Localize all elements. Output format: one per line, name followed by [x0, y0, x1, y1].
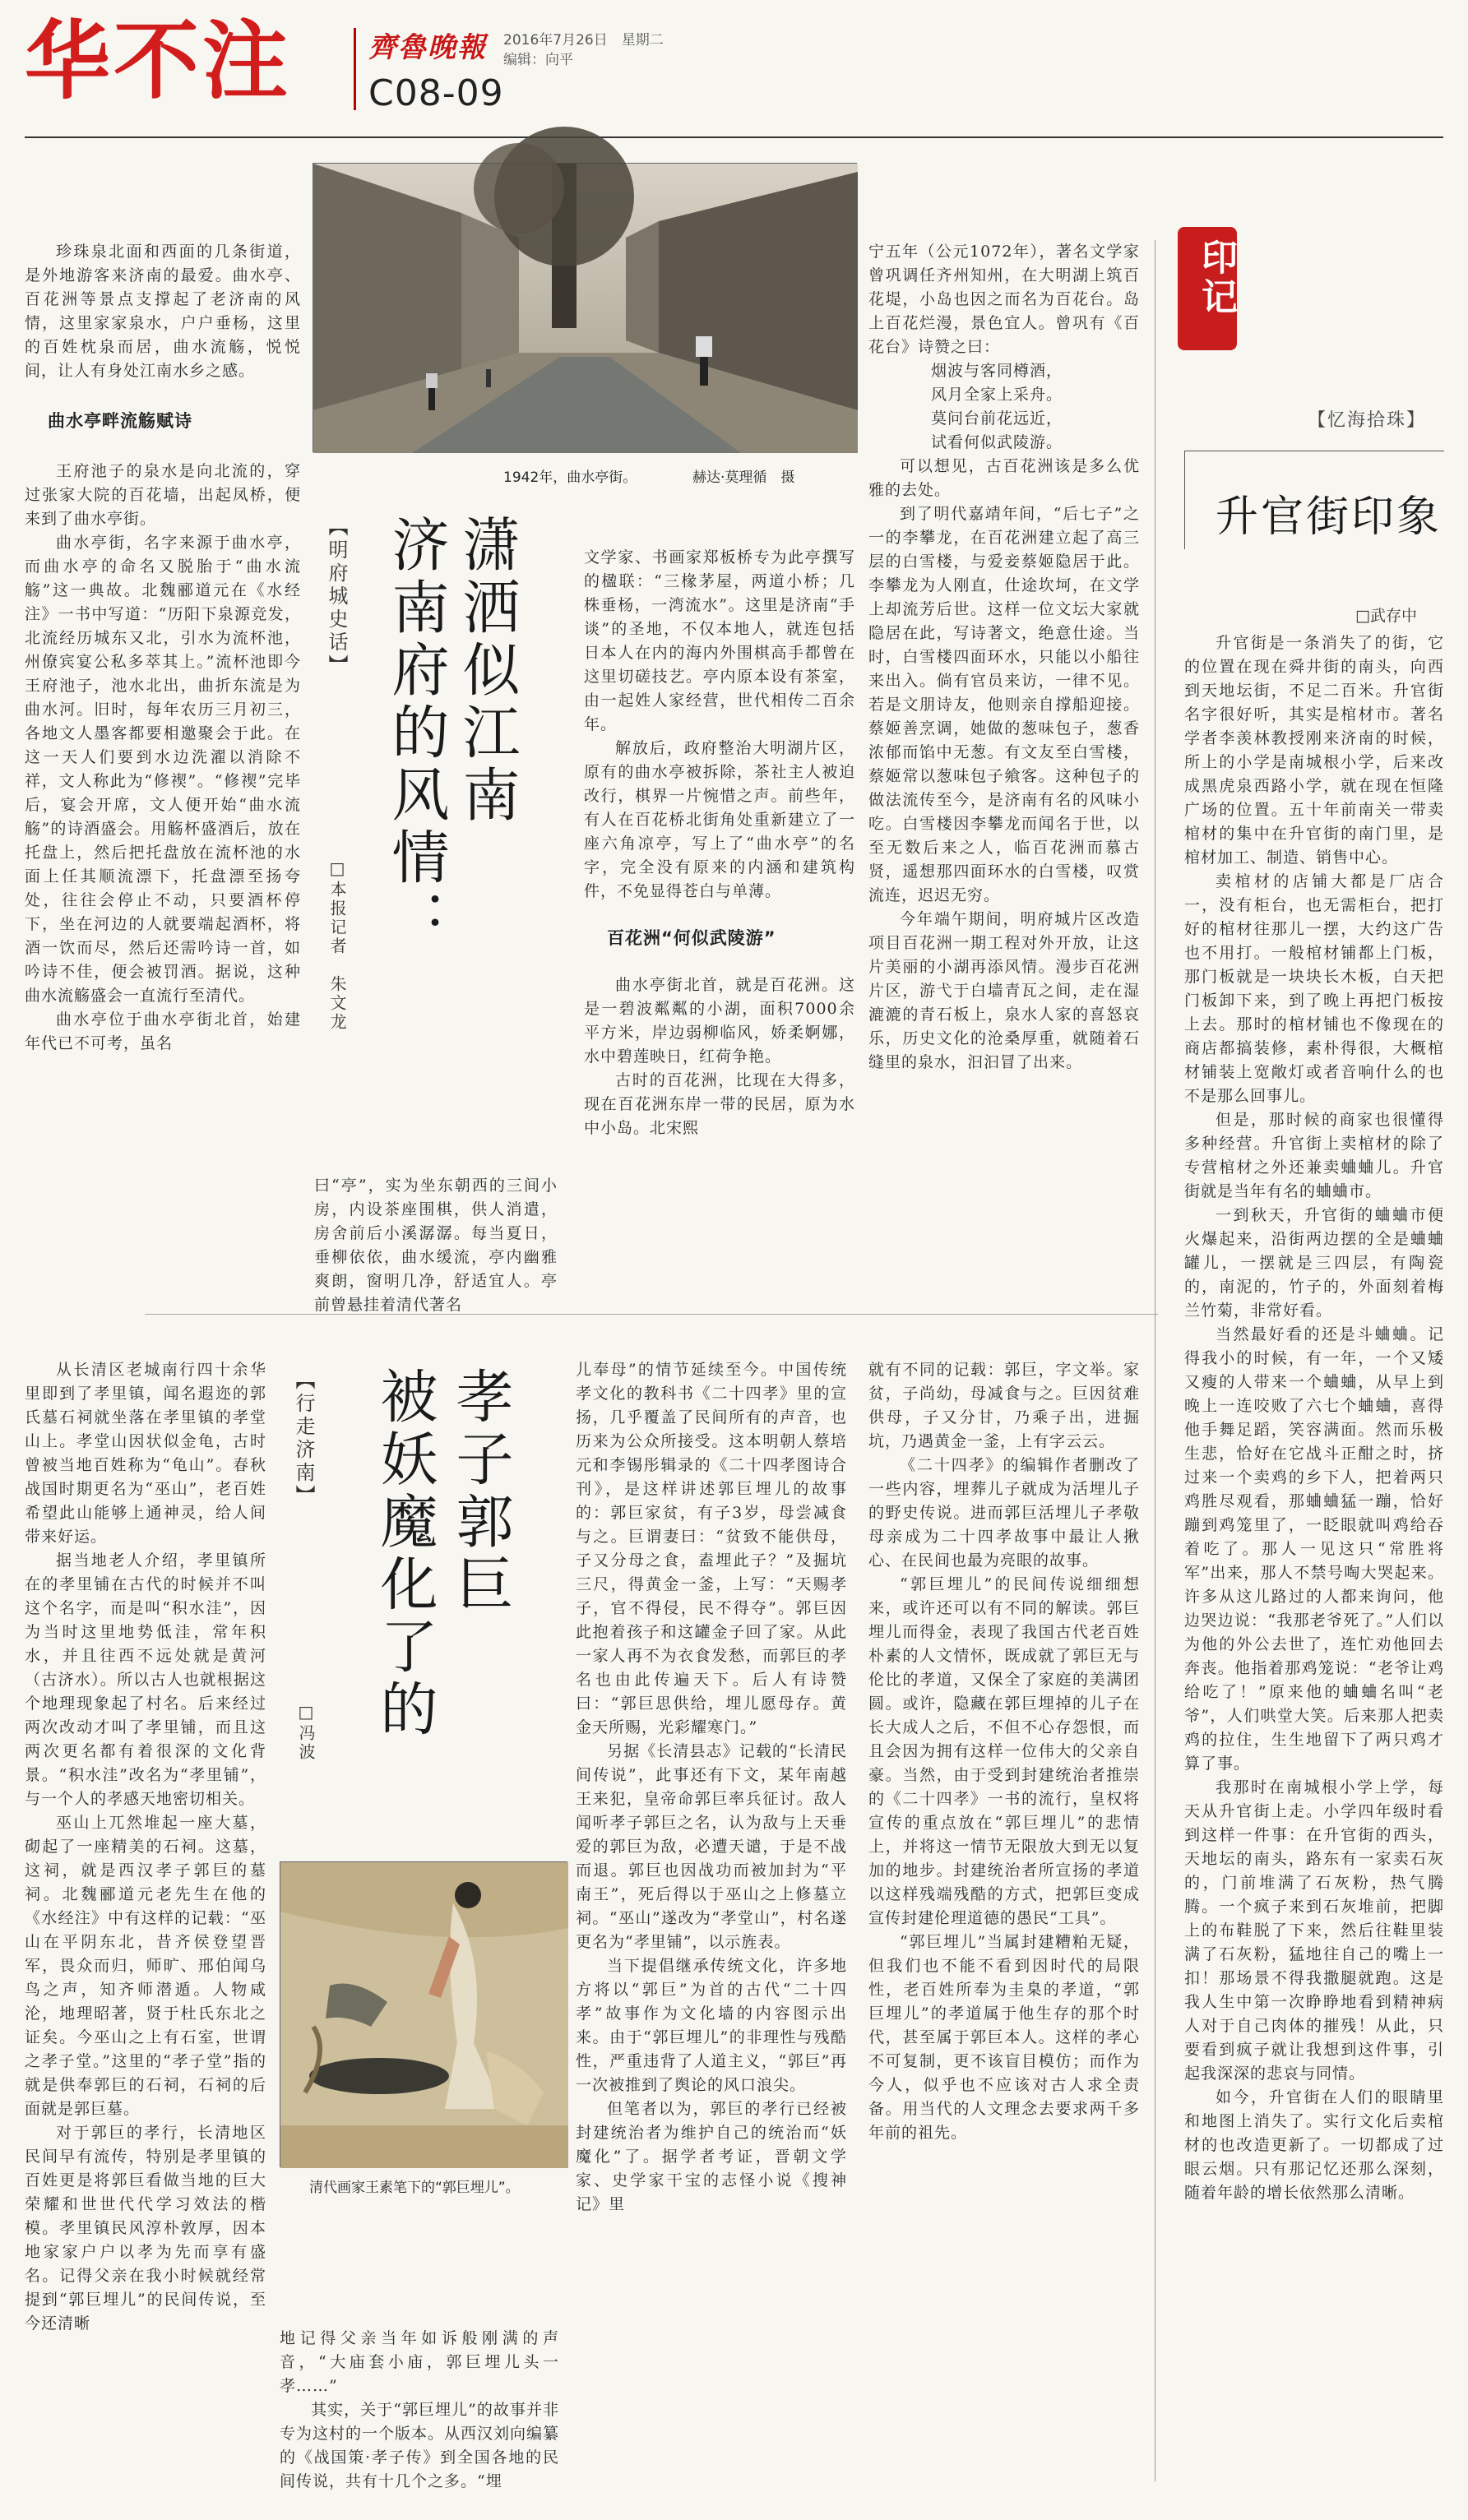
subheading: 曲水亭畔流觞赋诗	[48, 411, 192, 431]
paragraph: 解放后，政府整治大明湖片区，原有的曲水亭被拆除，茶社主人被迫改行，棋界一片惋惜之声。前些年，有人在百花桥北街角处重新建立了一座六角凉亭，写上了“曲水亭”的名字，完全没有原来的内涵和建筑构件，不免显得苍白与单薄。	[584, 739, 855, 900]
article-column	[868, 1358, 1140, 2483]
byline: □冯波	[296, 1702, 316, 1762]
paragraph: 儿奉母”的情节延续至今。中国传统孝文化的教科书《二十四孝》里的宣扬，几乎覆盖了民间所有的声音，也历来为公众所接受。这本明朝人蔡培元和李锡彤辑录的《二十四孝图诗合刊》，是这样讲述郭巨埋儿的故事的：郭巨家贫，有子3岁，母尝减食与之。巨谓妻曰：“贫致不能供母，子又分母之食，盍埋此子？”及掘坑三尺，得黄金一釜，上写：“天赐孝子，官不得侵，民不得夺”。郭巨因此抱着孩子和这罐金子回了家。从此一家人再不为衣食发愁，而郭巨的孝名也由此传遍天下。后人有诗赞曰：“郭巨思供给，埋儿愿母存。黄金天所赐，光彩耀寒门。”	[576, 1361, 847, 1736]
paragraph: “郭巨埋儿”的民间传说细细想来，或许还可以有不同的解读。郭巨埋儿而得金，表现了我国古代老百姓朴素的人文情怀，既成就了郭巨无与伦比的孝道，又保全了家庭的美满团圆。或许，隐藏在郭巨埋掉的儿子在长大成人之后，不但不心存怨恨，而且会因为拥有这样一位伟大的父亲自豪。当然，由于受到封建统治者推崇的《二十四孝》一书的流行，皇权将宣传的重点放在“郭巨埋儿”的悲情上，并将这一情节无限放大到无以复加的地步。封建统治者所宣扬的孝道以这样残端残酷的方式，把郭巨变成宣传封建伦理道德的愚民“工具”。	[868, 1575, 1140, 1927]
article-column	[314, 1174, 558, 1314]
article-column	[25, 1358, 266, 2483]
painting-guo-ju-burying-son	[280, 1861, 567, 2167]
poem-line: 莫问台前花远近，	[931, 409, 1063, 428]
paragraph: 我那时在南城根小学上学，每天从升官街上走。小学四年级时看到这样一件事：在升官街的西头，天地坛的南头，路东有一家卖石灰的，门前堆满了石灰粉，热气腾腾。一个疯子来到石灰堆前，把脚上的布鞋脱了下来，然后往鞋里装满了石灰粉，猛地往自己的嘴上一扣！那场景不得我撒腿就跑。这是我人生中第一次睁睁地看到精神病人对于自己肉体的摧残！从此，只要看到疯子就让我想到这件事，引起我深深的悲哀与同情。	[1184, 1778, 1444, 2083]
paragraph: 卖棺材的店铺大都是厂店合一，没有柜台，也无需柜台，把打好的棺材往那儿一摆，大约这广告也不用打。一般棺材铺都上门板，那门板就是一块块长木板，白天把门板卸下来，到了晚上再把门板按上去。那时的棺材铺也不像现在的商店都搞装修，素朴得很，大概棺材铺装上宽敞灯或者音响什么的也不是那么回事儿。	[1184, 872, 1444, 1105]
photo-credit: 赫达·莫理循 摄	[692, 469, 795, 486]
header-divider	[354, 28, 356, 110]
paragraph: 另据《长清县志》记载的“长清民间传说”，此事还有下文，某年南越王来犯，皇帝命郭巨率兵征讨。敌人闻听孝子郭巨之名，认为敌与上天垂爱的郭巨为敌，必遭天谴，于是不战而退。郭巨也因战功而被加封为“平南王”，死后得以于巫山之上修墓立祠。“巫山”遂改为“孝堂山”，村名遂更名为“孝里铺”，以示旌表。	[576, 1742, 847, 1951]
page-number: C08-09	[368, 72, 504, 114]
paragraph: 升官街是一条消失了的街，它的位置在现在舜井街的南头，向西到天地坛街，不足二百米。升官街名字很好听，其实是棺材市。著名学者李羡林教授刚来济南的时候，所上的小学是南城根小学，后来改成黑虎泉西路小学，就在现在恒隆广场的位置。五十年前南关一带卖棺材的集中在升官街的南门里，是棺材加工、制造、销售中心。	[1184, 634, 1444, 867]
paragraph: 巫山上兀然堆起一座大墓，砌起了一座精美的石祠。这墓，这祠，就是西汉孝子郭巨的墓祠。北魏郦道元老先生在他的《水经注》中有这样的记载：“巫山在平阴东北，昔齐侯登望晋军，畏众而归，师旷、邢伯闻乌鸟之声，知齐师潜遁。人物咸沦，地理昭著，贤于杜氏东北之证矣。今巫山之上有石室，世谓之孝子堂。”这里的“孝子堂”指的就是供奉郭巨的石祠，石祠的后面就是郭巨墓。	[25, 1814, 266, 2118]
title-box-left	[1184, 451, 1185, 549]
yinji-seal-logo	[1178, 227, 1237, 350]
article-title-line1: 潇洒似江南	[453, 515, 521, 827]
article-title: 升官街印象	[1216, 492, 1443, 542]
paragraph: 《二十四孝》的编辑作者删改了一些内容，埋葬儿子就成为活埋儿子的野史传说。进而郭巨活埋儿子孝敬母亲成为二十四孝故事中最让人揪心、在民间也最为亮眼的故事。	[868, 1456, 1140, 1570]
poem-line: 烟波与客同樽酒，	[931, 362, 1063, 380]
paragraph: 到了明代嘉靖年间，“后七子”之一的李攀龙，在百花洲建立起了高三层的白雪楼，与爱妾蔡姬隐居于此。李攀龙为人刚直，仕途坎坷，在文学上却流芳后世。这样一位文坛大家就隐居在此，写诗著文，绝意仕途。当时，白雪楼四面环水，只能以小船往来出入。倘有官员来访，一律不见。若是文朋诗友，他则亲自撑船迎接。蔡姬善烹调，她做的葱味包子，葱香浓郁而馅中无葱。有文友至白雪楼，蔡姬常以葱味包子飨客。这种包子的做法流传至今，是济南有名的风味小吃。白雪楼因李攀龙而闻名于世，以至无数后来之人，临百花洲而慕古贤，遥想那四面环水的白雪楼，叹赏流连，迟迟无穷。	[868, 505, 1140, 904]
paragraph: 今年端午期间，明府城片区改造项目百花洲一期工程对外开放，让这片美丽的小湖再添风情。漫步百花洲片区，游弋于白墙青瓦之间，走在湿漉漉的青石板上，泉水人家的喜怒哀乐，历史文化的沧桑厚重，就随着石缝里的泉水，汩汩冒了出来。	[868, 910, 1140, 1071]
paragraph: 但是，那时候的商家也很懂得多种经营。升官街上卖棺材的除了专营棺材之外还兼卖蛐蛐儿。升官街就是当年有名的蛐蛐市。	[1184, 1111, 1444, 1200]
painting-caption: 清代画家王素笔下的“郭巨埋儿”。	[309, 2180, 520, 2196]
paragraph: 珍珠泉北面和西面的几条街道，是外地游客来济南的最爱。曲水亭、百花洲等景点支撑起了老济南的风情，这里家家泉水，户户垂杨，这里的百姓枕泉而居，曲水流觞，悦悦间，让人有身处江南水乡之感。	[25, 243, 301, 380]
paragraph: 其实，关于“郭巨埋儿”的故事并非专为这村的一个版本。从西汉刘向编纂的《战国策·孝子传》到全国各地的民间传说，共有十几个之多。“埋	[280, 2401, 560, 2490]
article-title-line1: 孝子郭巨	[447, 1366, 514, 1616]
article-column	[868, 240, 1140, 1278]
paragraph: 对于郭巨的孝行，长清地区民间早有流传，特别是孝里镇的百姓更是将郭巨看做当地的巨大荣耀和世世代代学习效法的楷模。孝里镇民风淳朴敦厚，因本地家家户户以孝为先而享有盛名。记得父亲在我小时候就经常提到“郭巨埋儿”的民间传说，至今还清晰	[25, 2124, 266, 2333]
article-column	[280, 2327, 560, 2490]
editor-credit: 编辑：向平	[503, 52, 573, 68]
poem-line: 试看何似武陵游。	[931, 433, 1063, 451]
article-title-line2: 济南府的风情：	[382, 515, 450, 952]
paragraph: 据当地老人介绍，孝里镇所在的孝里铺在古代的时候并不叫这个名字，而是叫“积水洼”，因为当时这里地势低洼，常年积水，并且往西不远处就是黄河（古济水）。所以古人也就根据这个地理现象起了村名。后来经过两次改动才叫了孝里铺，而且这两次更名都有着很深的文化背景。“积水洼”改名为“孝里铺”，与一个人的孝感天地密切相关。	[25, 1551, 266, 1808]
photo-caption: 1942年，曲水亭街。	[503, 469, 637, 486]
historical-photo-quishuiting-street	[313, 163, 857, 452]
subheading: 百花洲“何似武陵游”	[607, 928, 776, 948]
article-title-line2: 被妖魔化了的	[371, 1366, 438, 1741]
article-column	[584, 546, 855, 1278]
paragraph: 地记得父亲当年如诉般刚满的声音，“大庙套小庙，郭巨埋儿头一孝……”	[280, 2329, 559, 2395]
paragraph: 从长清区老城南行四十余华里即到了孝里镇，闻名遐迩的郭氏墓石祠就坐落在孝里镇的孝堂山上。孝堂山因状似金龟，古时曾被当地百姓称为“龟山”。春秋战国时期更名为“巫山”，老百姓希望此山能够上通神灵，给人间带来好运。	[25, 1361, 266, 1546]
byline: □本报记者 朱文龙	[327, 858, 347, 1032]
paragraph: 如今，升官街在人们的眼睛里和地图上消失了。实行文化后卖棺材的也改造更新了。一切都成了过眼云烟。只有那记忆还那么深刻，随着年龄的增长依然那么清晰。	[1184, 2088, 1444, 2202]
paper-name-logo: 齊魯晚報	[368, 31, 487, 64]
article-column	[25, 240, 301, 1278]
paragraph: 曲水亭街，名字来源于曲水亭，而曲水亭的命名又脱胎于“曲水流觞”这一典故。北魏郦道元在《水经注》一书中写道：“历阳下泉源竞发，北流经历城东又北，引水为流杯池，州僚宾宴公私多萃其上。”流杯池即今王府池子，池水北出，曲折东流是为曲水河。旧时，每年农历三月初三，各地文人墨客都要相邀聚会于此。在这一天人们要到水边洗濯以消除不祥，文人称此为“修禊”。“修禊”完毕后，宴会开席，文人便开始“曲水流觞”的诗酒盛会。用觞杯盛酒后，放在托盘上，然后把托盘放在流杯池的水面上任其顺流漂下，托盘漂至扬夸处，往往会停止不动，只要酒杯停下，坐在河边的人就要端起酒杯，将酒一饮而尽，然后还需吟诗一首，如吟诗不佳，便会被罚酒。据说，这种曲水流觞盛会一直流行至清代。	[25, 534, 301, 1005]
paragraph: 曲水亭位于曲水亭街北首，始建年代已不可考，虽名	[25, 1010, 301, 1052]
paragraph: “郭巨埋儿”当属封建糟粕无疑，但我们也不能不看到因时代的局限性，老百姓所奉为圭臬的孝道，“郭巨埋儿”的孝道属于他生存的那个时代，甚至属于郭巨本人。这样的孝心不可复制，更不该盲目模仿；而作为今人，似乎也不应该对古人求全责备。用当代的人文理念去要求两千多年前的祖先。	[868, 1933, 1140, 2142]
paragraph: 可以想见，古百花洲该是多么优雅的去处。	[868, 457, 1140, 499]
column-name: 【行走济南】	[292, 1370, 315, 1508]
paragraph: 就有不同的记载：郭巨，字文举。家贫，子尚幼，母减食与之。巨因贫难供母，子又分甘，乃乘子出，进掘坑，乃遇黄金一釜，上有字云云。	[868, 1361, 1140, 1450]
paragraph: 宁五年（公元1072年），著名文学家曾巩调任齐州知州，在大明湖上筑百花堤，小岛也因之而名为百花台。岛上百花烂漫，景色宜人。曾巩有《百花台》诗赞之曰：	[868, 243, 1140, 356]
poem-line: 风月全家上采舟。	[931, 386, 1063, 404]
column-name: 【明府城史话】	[325, 516, 348, 677]
section-name: 华不注	[25, 11, 292, 111]
column-name: 【忆海拾珠】	[1308, 410, 1427, 431]
issue-date: 2016年7月26日 星期二	[503, 32, 664, 49]
header-rule	[25, 136, 1443, 138]
paragraph: 但笔者以为，郭巨的孝行已经被封建统治者为维护自己的统治而“妖魔化”了。据学者考证，晋朝文学家、史学家干宝的志怪小说《搜神记》里	[576, 2100, 847, 2213]
masthead	[0, 0, 1468, 132]
section-divider	[145, 1314, 1158, 1315]
paragraph: 古时的百花洲，比现在大得多，现在百花洲东岸一带的民居，原为水中小岛。北宋熙	[584, 1071, 855, 1137]
article-column	[576, 1358, 847, 2483]
seal-text: 印记	[1195, 238, 1237, 317]
paragraph: 当然最好看的还是斗蛐蛐。记得我小的时候，有一年，一个又矮又瘦的人带来一个蛐蛐，从早上到晚上一连咬败了六七个蛐蛐，喜得他手舞足蹈，笑容满面。然而乐极生悲，恰好在它战斗正酣之时，挤过来一个卖鸡的乡下人，把着两只鸡胜尽观看，那蛐蛐猛一蹦，恰好蹦到鸡笼里了，一眨眼就叫鸡给吞着吃了。那人一见这只“常胜将军”出来，那人不禁号啕大哭起来。许多从这儿路过的人都来询问，他边哭边说：“我那老爷死了。”人们以为他的外公去世了，连忙劝他回去奔丧。他指着那鸡笼说：“老爷让鸡给吃了！”原来他的蛐蛐名叫“老爷”，人们哄堂大笑。后来那人把卖鸡的拉住，生生地留下了两只鸡才算了事。	[1184, 1325, 1444, 1773]
paragraph: 当下提倡继承传统文化，许多地方将以“郭巨”为首的古代“二十四孝”故事作为文化墙的内容图示出来。由于“郭巨埋儿”的非理性与残酷性，严重违背了人道主义，“郭巨”再一次被推到了舆论的风口浪尖。	[576, 1957, 847, 2094]
paragraph: 文学家、书画家郑板桥专为此亭撰写的楹联：“三椽茅屋，两道小桥；几株垂杨，一湾流水”。这里是济南“手谈”的圣地，不仅本地人，就连包括日本人在内的海内外围棋高手都曾在这里切磋技艺。亭内原本设有茶室，由一起姓人家经营，世代相传二百余年。	[584, 548, 855, 733]
paragraph: 王府池子的泉水是向北流的，穿过张家大院的百花墙，出起凤桥，便来到了曲水亭街。	[25, 462, 301, 528]
paragraph: 一到秋天，升官街的蛐蛐市便火爆起来，沿街两边摆的全是蛐蛐罐儿，一摆就是三四层，有陶瓷的，南泥的，竹子的，外面刻着梅兰竹菊，非常好看。	[1184, 1206, 1444, 1320]
byline: □武存中	[1355, 607, 1417, 625]
article-column	[1184, 631, 1444, 2483]
paragraph: 曰“亭”，实为坐东朝西的三间小房，内设茶座围棋，供人消遣，房舍前后小溪潺潺。每当夏日，垂柳依依，曲水缓流，亭内幽雅爽朗，窗明几净，舒适宜人。亭前曾悬挂着清代著名	[314, 1177, 558, 1314]
paragraph: 曲水亭街北首，就是百花洲。这是一碧波粼粼的小湖，面积7000余平方米，岸边弱柳临风，娇柔婀娜，水中碧莲映日，红荷争艳。	[584, 976, 855, 1066]
